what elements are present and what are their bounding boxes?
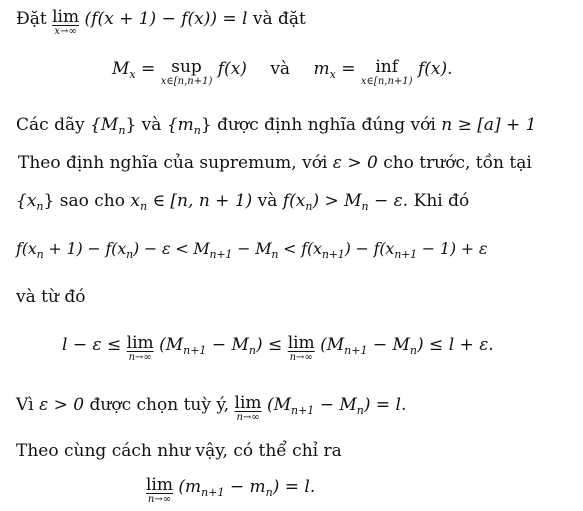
math-expr: (M — [266, 395, 291, 415]
math-expr: ) = l. — [272, 477, 316, 497]
line-3 — [16, 114, 537, 136]
text: và — [141, 115, 162, 135]
line-8 — [62, 334, 494, 364]
lim-label: lim — [234, 393, 262, 413]
lim-subscript: n→∞ — [236, 412, 260, 423]
math-sub: n+1 — [201, 486, 225, 499]
math-sub: n — [305, 200, 313, 213]
math-expr: − M — [232, 239, 272, 258]
math-sub: n — [265, 486, 273, 499]
math-sub: n+1 — [290, 404, 315, 417]
math-expr: ) − f(x — [344, 239, 395, 258]
text: và — [257, 191, 278, 211]
text: Vì — [16, 395, 34, 415]
math-expr: − 1) + ε — [416, 239, 488, 258]
limit-operator — [52, 8, 79, 38]
text: Khi đó — [413, 191, 470, 211]
equals: = — [341, 59, 356, 79]
line-9 — [16, 394, 406, 424]
math-sub: n+1 — [209, 248, 233, 261]
lim-subscript: n→∞ — [289, 352, 313, 363]
math-expr: − M — [314, 395, 357, 415]
lim-subscript: n→∞ — [147, 494, 172, 505]
math-sub: n — [139, 200, 148, 213]
math-var: M — [112, 59, 130, 79]
math-expr: − ε. — [374, 191, 409, 211]
math-expr: ∈ [n, n + 1) — [152, 191, 253, 211]
math-expr: } — [200, 115, 212, 135]
lim-label: lim — [287, 333, 315, 353]
lim-subscript: n→∞ — [128, 352, 152, 363]
math-expr: (M — [159, 335, 184, 355]
math-sub: n+1 — [321, 248, 345, 261]
math-expr: − M — [206, 335, 249, 355]
text: được định nghĩa đúng với — [217, 115, 436, 135]
limit-operator — [127, 334, 154, 364]
math-expr: {m — [166, 115, 194, 135]
line-2 — [112, 58, 453, 88]
text: Theo cùng cách như vậy, có thể chỉ ra — [16, 441, 342, 461]
limit-operator — [146, 476, 173, 506]
lim-subscript: x→∞ — [54, 26, 77, 37]
math-expr: f(x) — [217, 59, 247, 79]
line-1 — [16, 8, 306, 38]
text: và đặt — [252, 9, 306, 29]
math-sub: x — [329, 68, 336, 81]
limit-operator — [235, 394, 262, 424]
math-expr: + 1) − f(x — [43, 239, 127, 258]
math-sub: n — [271, 248, 279, 261]
line-7 — [16, 286, 85, 308]
text: được chọn tuỳ ý, — [89, 395, 230, 415]
line-10 — [16, 440, 342, 462]
math-expr: ) ≤ l + ε. — [417, 335, 494, 355]
math-expr: } — [43, 191, 55, 211]
math-expr: < f(x — [278, 239, 322, 258]
sup-operator — [161, 58, 213, 88]
line-5 — [16, 190, 469, 212]
math-expr: } — [125, 115, 137, 135]
math-expr: ε > 0 — [332, 153, 378, 173]
math-var: m — [313, 59, 330, 79]
math-expr: f(x — [282, 191, 306, 211]
sup-label: sup — [171, 57, 202, 77]
math-sub: n — [361, 200, 369, 213]
math-sub: x — [129, 68, 136, 81]
limit-operator — [288, 334, 315, 364]
text: và từ đó — [16, 287, 86, 307]
inf-operator — [361, 58, 413, 88]
math-sub: n+1 — [344, 344, 368, 357]
math-expr: ε > 0 — [39, 395, 85, 415]
lim-label: lim — [52, 7, 80, 27]
math-sub: n — [36, 248, 44, 261]
math-expr: (M — [320, 335, 345, 355]
math-expr: l − ε ≤ — [62, 335, 122, 355]
math-sub: n — [36, 200, 44, 213]
math-expr: (m — [178, 477, 202, 497]
math-expr: {x — [16, 191, 37, 211]
math-sub: n — [193, 124, 201, 137]
math-expr: ) − ε < M — [132, 239, 210, 258]
math-var: x — [130, 191, 140, 211]
text: Theo định nghĩa của supremum, với — [18, 153, 328, 173]
math-expr: ) = l. — [363, 395, 407, 415]
math-expr: f(x). — [417, 59, 453, 79]
line-11 — [146, 476, 315, 506]
math-sub: n — [356, 404, 364, 417]
text: cho trước, tồn tại — [383, 153, 532, 173]
math-expr: f(x — [16, 239, 37, 258]
math-expr: {M — [90, 115, 119, 135]
lim-label: lim — [126, 333, 154, 353]
inf-label: inf — [375, 57, 399, 77]
math-sub: n — [126, 248, 133, 261]
text: và — [270, 59, 291, 79]
math-expr: n ≥ [a] + 1 — [441, 115, 537, 135]
math-expr: − M — [367, 335, 410, 355]
text: Đặt — [16, 9, 47, 29]
math-expr: − m — [224, 477, 266, 497]
line-6 — [16, 238, 487, 260]
text: sao cho — [59, 191, 125, 211]
math-expr: ) > M — [312, 191, 362, 211]
math-sub: n — [118, 124, 126, 137]
inf-subscript: x∈[n,n+1) — [360, 76, 413, 87]
math-sub: n+1 — [394, 248, 417, 261]
text: Các dãy — [16, 115, 85, 135]
math-sub: n — [409, 344, 418, 357]
sup-subscript: x∈[n,n+1) — [160, 76, 213, 87]
lim-label: lim — [146, 475, 173, 495]
math-sub: n — [248, 344, 256, 357]
equals: = — [141, 59, 156, 79]
line-4 — [18, 152, 532, 174]
math-expr: ) ≤ — [256, 335, 283, 355]
math-sub: n+1 — [183, 344, 207, 357]
math-expr: (f(x + 1) − f(x)) = l — [84, 9, 248, 29]
